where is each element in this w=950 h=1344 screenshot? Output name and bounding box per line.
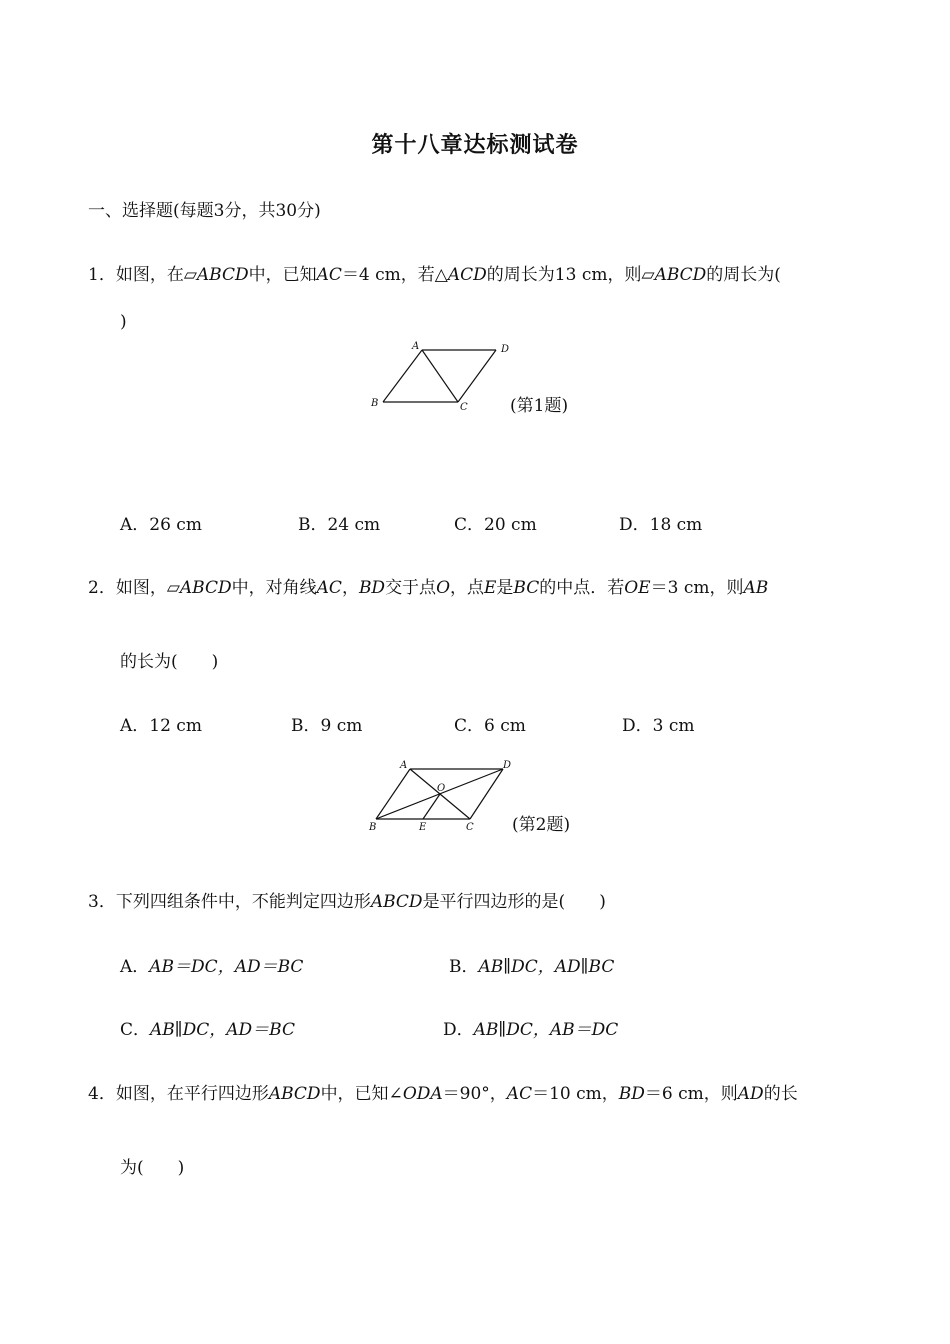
question-3-text: 3．下列四组条件中，不能判定四边形ABCD是平行四边形的是( ) bbox=[88, 892, 606, 912]
question-4-text: 4．如图，在平行四边形ABCD中，已知∠ODA＝90°，AC＝10 cm，BD＝6 cm，则AD的长 bbox=[88, 1084, 798, 1104]
question-2-text: 2．如图，▱ABCD中，对角线AC，BD交于点O，点E是BC的中点．若OE＝3 cm，则AB bbox=[88, 578, 769, 598]
page-title: 第十八章达标测试卷 bbox=[371, 132, 579, 158]
edge-ab bbox=[383, 350, 422, 402]
edge-cd bbox=[470, 769, 503, 819]
label-c: C bbox=[460, 402, 468, 413]
q1-option-c: C．20 cm bbox=[454, 515, 537, 535]
q2-option-c: C．6 cm bbox=[454, 716, 526, 736]
diagonal-ac bbox=[422, 350, 458, 402]
label-a: A bbox=[400, 760, 408, 771]
label-b: B bbox=[369, 822, 377, 833]
figure-1-caption: (第1题) bbox=[510, 396, 569, 416]
question-4-continuation: 为( ) bbox=[120, 1158, 185, 1178]
label-b: B bbox=[371, 398, 379, 409]
question-1-continuation: ) bbox=[120, 312, 127, 332]
q2-option-b: B．9 cm bbox=[291, 716, 363, 736]
q3-option-c: C．AB∥DC，AD＝BC bbox=[120, 1020, 295, 1040]
edge-ab bbox=[376, 769, 410, 819]
figure-1-parallelogram bbox=[360, 338, 600, 428]
question-2-continuation: 的长为( ) bbox=[120, 652, 219, 672]
q1-option-b: B．24 cm bbox=[298, 515, 381, 535]
label-e: E bbox=[419, 822, 427, 833]
label-a: A bbox=[412, 341, 420, 352]
label-d: D bbox=[503, 760, 512, 771]
q3-option-a: A．AB＝DC，AD＝BC bbox=[120, 957, 304, 977]
q3-option-b: B．AB∥DC，AD∥BC bbox=[449, 957, 615, 977]
q1-option-a: A．26 cm bbox=[120, 515, 202, 535]
edge-cd bbox=[458, 350, 496, 402]
figure-2-parallelogram bbox=[360, 756, 600, 846]
label-d: D bbox=[501, 344, 510, 355]
q1-option-d: D．18 cm bbox=[619, 515, 703, 535]
label-c: C bbox=[466, 822, 474, 833]
section-heading: 一、选择题(每题3分，共30分) bbox=[88, 201, 321, 221]
question-1-text: 1．如图，在▱ABCD中，已知AC＝4 cm，若△ACD的周长为13 cm，则▱ABCD的周长为( bbox=[88, 265, 781, 285]
q2-option-a: A．12 cm bbox=[120, 716, 202, 736]
label-o: O bbox=[437, 783, 446, 794]
figure-2-caption: (第2题) bbox=[512, 815, 571, 835]
q2-option-d: D．3 cm bbox=[622, 716, 695, 736]
q3-option-d: D．AB∥DC，AB＝DC bbox=[443, 1020, 619, 1040]
